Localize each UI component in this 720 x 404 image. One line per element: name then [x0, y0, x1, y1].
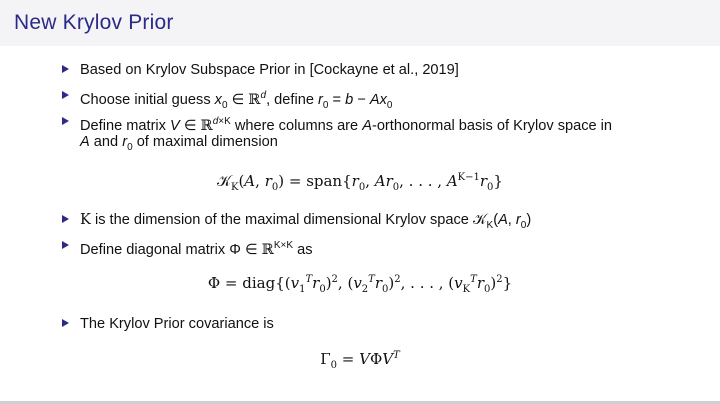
bullet-4-text: K is the dimension of the maximal dimensional Krylov space 𝒦$_K$(A, $r_0$)	[80, 211, 532, 231]
bullet-marker-icon	[62, 117, 69, 125]
covariance-equation: $\Gamma_0 = V\Phi V^T$	[320, 350, 400, 371]
slide: New Krylov Prior Based on Krylov Subspace Prior in [Cockayne et al., 2019] Choose initial guess $x_0$ ∈ ℝ$^d$, define $r_0 = b - Ax_0$ Define matrix V ∈ ℝ$^{d\times K}$ where columns are A-orthonormal basis of Krylov space in A and $r_0$ of maximal dimension 𝒦$_K$(A, $r_0$) = $span\{r_0$, $Ar_0$, . . . , $A^{K-1}r_0$} K is the dimension of the maximal dimensional Krylov space 𝒦$_K$(A, $r_0$) Define diagonal matrix Φ ∈ ℝ$^{K\times K}$ as $\Phi = diag\{(v_1^Tr_0)^2$, $(v_2^Tr_0)^2$, . . . , $(v_K^Tr_0)^2$} The Krylov Prior covariance is $\Gamma_0 = V\Phi V^T$	[0, 0, 720, 404]
bullet-5-text: Define diagonal matrix Φ ∈ ℝ$^{K\times K}$ as	[80, 240, 313, 258]
bullet-marker-icon	[62, 65, 69, 73]
slide-title: New Krylov Prior	[14, 11, 174, 34]
bullet-marker-icon	[62, 319, 69, 327]
bullet-marker-icon	[62, 91, 69, 99]
krylov-space-equation: 𝒦$_K$(A, $r_0$) = $span\{r_0$, $Ar_0$, . . . , $A^{K-1}r_0$}	[217, 172, 503, 193]
bullet-3-text: Define matrix V ∈ ℝ$^{d\times K}$ where columns are A-orthonormal basis of Krylov space in	[80, 116, 613, 134]
title-bar	[0, 0, 720, 46]
bullet-2-text: Choose initial guess $x_0$ ∈ ℝ$^d$, define $r_0 = b - Ax_0$	[80, 90, 393, 111]
bullet-marker-icon	[62, 215, 69, 223]
bullet-marker-icon	[62, 241, 69, 249]
bullet-6-text: The Krylov Prior covariance is	[80, 316, 274, 332]
phi-diag-equation: $\Phi = diag\{(v_1^Tr_0)^2$, $(v_2^Tr_0)^2$, . . . , $(v_K^Tr_0)^2$}	[207, 274, 513, 295]
bullet-1-text: Based on Krylov Subspace Prior in [Cockayne et al., 2019]	[80, 62, 459, 78]
